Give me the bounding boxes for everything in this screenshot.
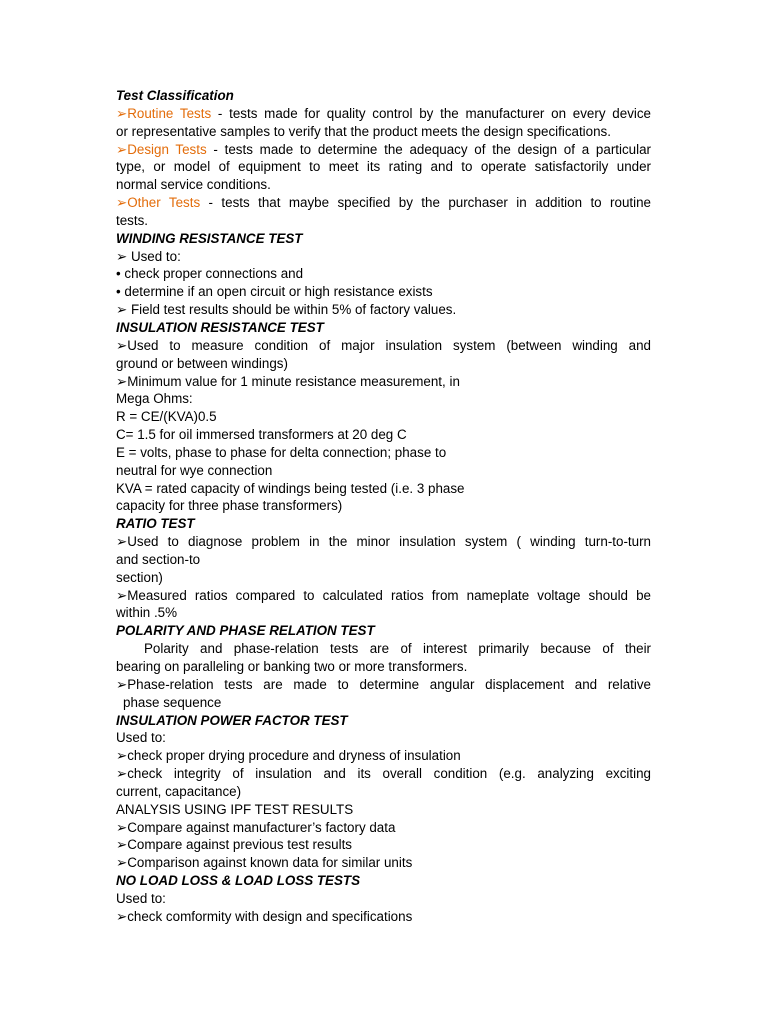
- section-heading-load-loss: NO LOAD LOSS & LOAD LOSS TESTS: [116, 873, 361, 889]
- polarity-line: bearing on paralleling or banking two or more transformers.: [116, 659, 468, 674]
- formula-line: R = CE/(KVA)0.5: [116, 409, 217, 425]
- winding-line: ➢ Field test results should be within 5% of factory values.: [116, 302, 457, 318]
- design-tests-text: - tests made to determine the adequacy of the design of a particular: [206, 141, 651, 157]
- ipf-item: ➢check integrity of insulation and its overall condition (e.g. analyzing exciting: [116, 766, 651, 782]
- design-tests-line-3: normal service conditions.: [116, 177, 271, 193]
- insulation-resistance-line: ➢Used to measure condition of major insulation system (between winding and: [116, 337, 651, 353]
- other-tests-line-1: [116, 194, 651, 212]
- ratio-line: and section-to: [116, 551, 201, 567]
- routine-tests-line-2: or representative samples to verify that the product meets the design specifications.: [116, 123, 611, 139]
- other-tests-label: ➢Other Tests: [116, 195, 201, 211]
- insulation-resistance-line: Mega Ohms:: [116, 391, 193, 407]
- ipf-used-to: Used to:: [116, 730, 166, 746]
- insulation-resistance-line: capacity for three phase transformers): [116, 498, 343, 514]
- design-tests-line-1: [116, 141, 651, 159]
- ipf-compare-item: ➢Compare against manufacturer’s factory data: [116, 819, 396, 835]
- ipf-item: current, capacitance): [116, 783, 242, 799]
- other-tests-text: - tests that maybe specified by the purchaser in addition to routine: [200, 195, 651, 211]
- document-page: [116, 87, 651, 926]
- insulation-resistance-line: KVA = rated capacity of windings being tested (i.e. 3 phase: [116, 480, 465, 496]
- section-heading-ratio-test: RATIO TEST: [116, 516, 195, 532]
- polarity-line: Polarity and phase-relation tests are of interest primarily because of their: [144, 641, 651, 657]
- design-tests-line-2: type, or model of equipment to meet its rating and to operate satisfactorily under: [116, 159, 651, 175]
- section-heading-insulation-resistance: INSULATION RESISTANCE TEST: [116, 319, 324, 335]
- section-heading-polarity: POLARITY AND PHASE RELATION TEST: [116, 623, 375, 639]
- ipf-compare-item: ➢Compare against previous test results: [116, 837, 352, 853]
- ipf-compare-item: ➢Comparison against known data for similar units: [116, 855, 413, 871]
- polarity-line: ➢Phase-relation tests are made to determine angular displacement and relative: [116, 676, 651, 692]
- insulation-resistance-line: C= 1.5 for oil immersed transformers at 20 deg C: [116, 427, 407, 443]
- insulation-resistance-line: neutral for wye connection: [116, 462, 273, 478]
- ipf-item: ➢check proper drying procedure and dryness of insulation: [116, 748, 461, 764]
- load-loss-used-to: Used to:: [116, 890, 166, 906]
- section-heading-insulation-power-factor: INSULATION POWER FACTOR TEST: [116, 712, 348, 728]
- winding-line: • determine if an open circuit or high resistance exists: [116, 284, 433, 300]
- ratio-line: ➢Measured ratios compared to calculated ratios from nameplate voltage should be: [116, 587, 651, 603]
- ratio-line: section): [116, 569, 163, 585]
- ratio-line: ➢Used to diagnose problem in the minor insulation system ( winding turn-to-turn: [116, 534, 651, 550]
- section-heading-winding-resistance: WINDING RESISTANCE TEST: [116, 230, 303, 246]
- section-heading-test-classification: Test Classification: [116, 88, 234, 103]
- winding-line: ➢ Used to:: [116, 248, 181, 264]
- winding-line: • check proper connections and: [116, 266, 304, 282]
- other-tests-line-2: tests.: [116, 212, 148, 228]
- ratio-line: within .5%: [116, 605, 178, 621]
- ipf-analysis-heading: ANALYSIS USING IPF TEST RESULTS: [116, 801, 354, 817]
- polarity-line: phase sequence: [123, 694, 222, 710]
- design-tests-label: ➢Design Tests: [116, 141, 207, 157]
- routine-tests-text: - tests made for quality control by the manufacturer on every device: [211, 105, 652, 121]
- insulation-resistance-line: ground or between windings): [116, 355, 288, 371]
- insulation-resistance-line: E = volts, phase to phase for delta connection; phase to: [116, 444, 447, 460]
- routine-tests-label: ➢Routine Tests: [116, 105, 212, 121]
- load-loss-item: ➢check comformity with design and specifications: [116, 908, 413, 924]
- insulation-resistance-line: ➢Minimum value for 1 minute resistance measurement, in: [116, 373, 460, 389]
- routine-tests-line-1: [116, 105, 651, 123]
